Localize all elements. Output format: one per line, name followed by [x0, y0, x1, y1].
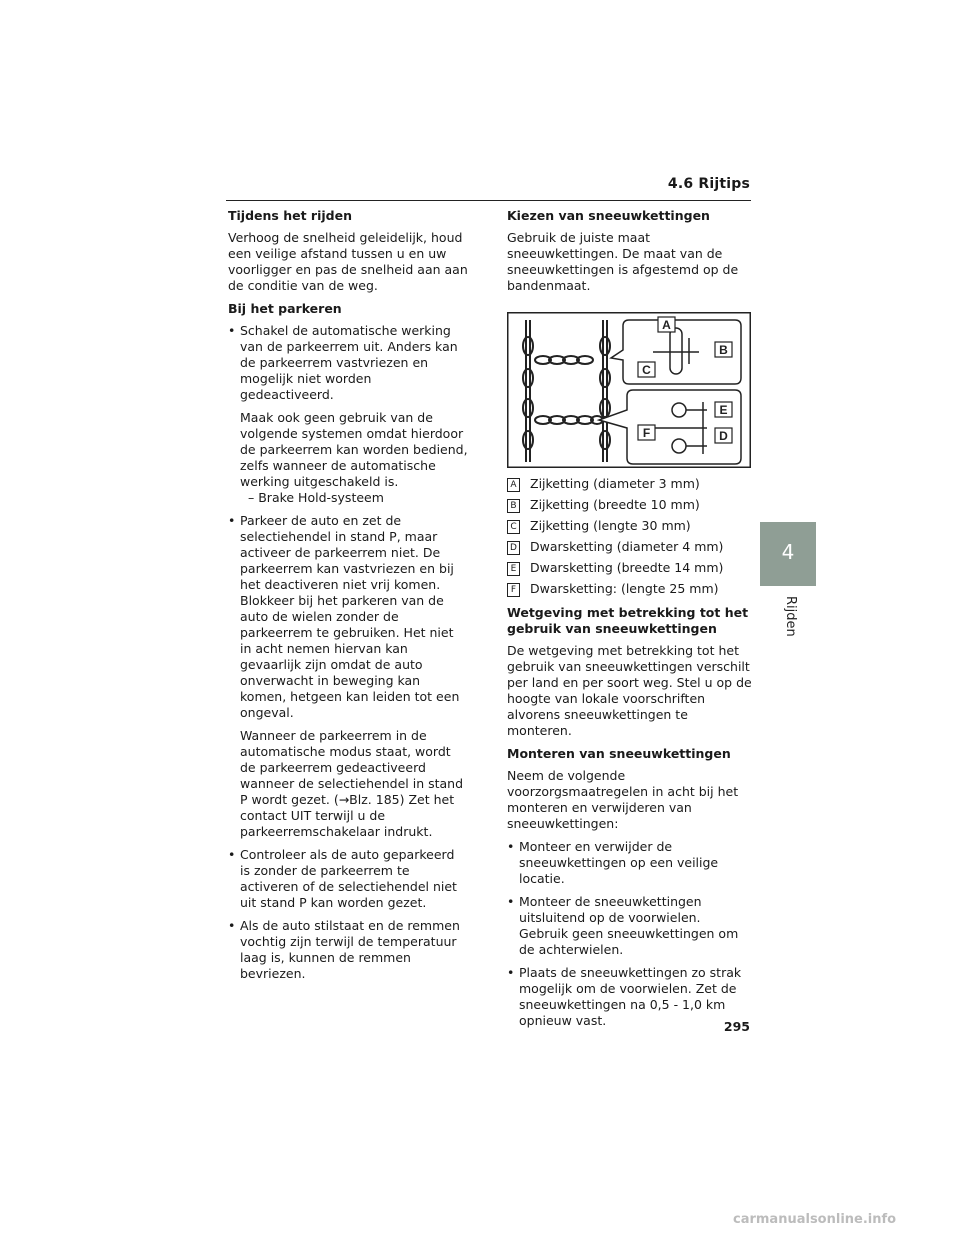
bullet: • — [228, 513, 236, 528]
list-item-dash: – Brake Hold-systeem — [248, 490, 384, 505]
list-item-extra: Wanneer de parkeerrem in de automatische modus staat, wordt de parkeerrem gedeactiveerd wanneer de selectiehendel in stand P wordt gezet. (→Blz. 185) Zet het contact UIT terwijl u de parkeerremschakelaar indrukt. — [240, 728, 464, 839]
list-item — [228, 513, 468, 721]
list-item — [507, 894, 753, 958]
legend-item — [507, 581, 753, 597]
heading-choosing-chains: Kiezen van sneeuwkettingen — [507, 208, 710, 223]
legend-key: E — [507, 562, 520, 576]
list-item-text: Controleer als de auto geparkeerd is zonder de parkeerrem te activeren of de selectiehendel niet uit stand P kan worden gezet. — [240, 847, 457, 910]
heading-driving: Tijdens het rijden — [228, 208, 352, 223]
heading-mounting: Monteren van sneeuwkettingen — [507, 746, 731, 761]
legend-text: Zijketting (lengte 30 mm) — [530, 518, 691, 533]
figure-label-f: F — [642, 426, 651, 440]
bullet: • — [228, 847, 236, 862]
legend-item — [507, 497, 753, 513]
paragraph-driving: Verhoog de snelheid geleidelijk, houd een veilige afstand tussen u en uw voorligger en pas de snelheid aan aan de conditie van de weg. — [228, 230, 468, 293]
section-header: 4.6 Rijtips — [667, 176, 750, 192]
heading-parking: Bij het parkeren — [228, 301, 342, 316]
chapter-tab-number: 4 — [781, 540, 795, 564]
bullet: • — [507, 965, 515, 980]
snow-chain-figure — [507, 312, 751, 468]
bullet: • — [228, 918, 236, 933]
legend-text: Zijketting (breedte 10 mm) — [530, 497, 700, 512]
list-item — [228, 847, 468, 911]
list-item-text: Plaats de sneeuwkettingen zo strak mogelijk om de voorwielen. Zet de sneeuwkettingen na 0,5 - 1,0 km opnieuw vast. — [519, 965, 742, 1028]
figure-label-e: E — [719, 403, 728, 417]
paragraph-choosing-chains: Gebruik de juiste maat sneeuwkettingen. De maat van de sneeuwkettingen is afgestemd op de bandenmaat. — [507, 230, 739, 293]
list-item-text: Parkeer de auto en zet de selectiehendel in stand P, maar activeer de parkeerrem niet. De parkeerrem kan vastvriezen en bij het deactiveren niet vrij komen. Blokkeer bij het parkeren van de auto de wielen zonder de parkeerrem te gebruiken. Het niet in acht nemen hiervan kan gevaarlijk zijn omdat de auto onverwacht in beweging kan komen, hetgeen kan leiden tot een ongeval. — [240, 513, 460, 720]
legend-text: Dwarsketting (breedte 14 mm) — [530, 560, 724, 575]
legend-text: Zijketting (diameter 3 mm) — [530, 476, 700, 491]
figure-label-b: B — [719, 343, 728, 357]
bullet: • — [228, 323, 236, 338]
watermark: carmanualsonline.info — [733, 1212, 897, 1227]
figure-label-c: C — [642, 363, 651, 377]
header-rule — [226, 200, 751, 201]
legend-key: A — [507, 478, 520, 492]
left-column — [228, 208, 468, 989]
bullet: • — [507, 839, 515, 854]
figure-label-d: D — [719, 429, 728, 443]
chapter-tab-label: Rijden — [783, 596, 798, 637]
legend-item — [507, 560, 753, 576]
paragraph-legislation: De wetgeving met betrekking tot het gebruik van sneeuwkettingen verschilt per land en per soort weg. Stel u op de hoogte van lokale voorschriften alvorens sneeuwkettingen te monteren. — [507, 643, 752, 738]
legend-key: C — [507, 520, 520, 534]
list-item — [228, 323, 468, 403]
page-number: 295 — [723, 1019, 750, 1034]
list-item-extra: Maak ook geen gebruik van de volgende systemen omdat hierdoor de parkeerrem kan worden bediend, zelfs wanneer de automatische werking uitgeschakeld is. — [240, 410, 468, 489]
right-column — [507, 208, 753, 1036]
legend-item — [507, 539, 753, 555]
legend-item — [507, 476, 753, 492]
legend-text: Dwarsketting (diameter 4 mm) — [530, 539, 724, 554]
list-item — [228, 918, 468, 982]
legend-key: D — [507, 541, 520, 555]
list-item — [507, 839, 753, 887]
figure-label-a: A — [662, 318, 671, 332]
list-item-text: Schakel de automatische werking van de parkeerrem uit. Anders kan de parkeerrem vastvriezen en mogelijk niet worden gedeactiveerd. — [240, 323, 458, 402]
paragraph-mounting: Neem de volgende voorzorgsmaatregelen in acht bij het monteren en verwijderen van sneeuwkettingen: — [507, 768, 739, 831]
heading-legislation: Wetgeving met betrekking tot het gebruik van sneeuwkettingen — [507, 605, 749, 636]
legend-text: Dwarsketting: (lengte 25 mm) — [530, 581, 719, 596]
list-item-text: Als de auto stilstaat en de remmen vochtig zijn terwijl de temperatuur laag is, kunnen de remmen bevriezen. — [240, 918, 460, 981]
bullet: • — [507, 894, 515, 909]
legend-key: B — [507, 499, 520, 513]
list-item-text: Monteer en verwijder de sneeuwkettingen op een veilige locatie. — [519, 839, 719, 886]
legend-key: F — [507, 583, 520, 597]
list-item-text: Monteer de sneeuwkettingen uitsluitend op de voorwielen. Gebruik geen sneeuwkettingen om de achterwielen. — [519, 894, 739, 957]
legend-item — [507, 518, 753, 534]
